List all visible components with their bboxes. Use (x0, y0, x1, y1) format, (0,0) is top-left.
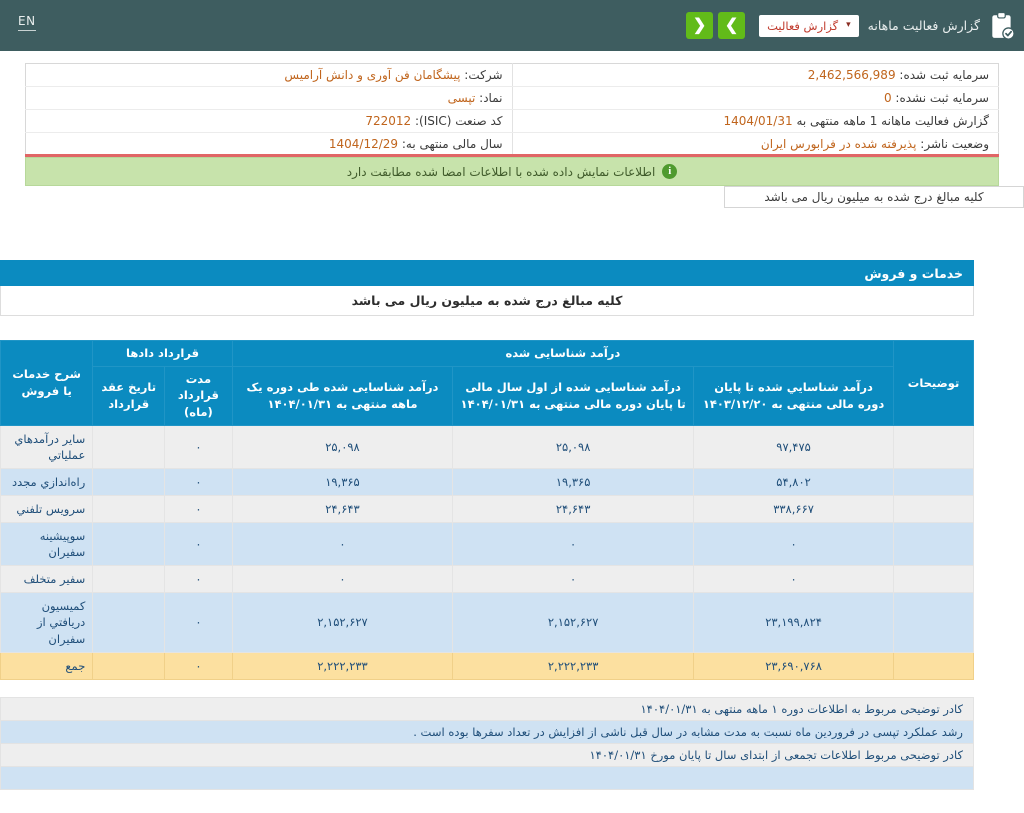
chevron-down-icon: ▾ (846, 20, 851, 30)
cell-service-name: سایر درآمدهاي عملیاتي (1, 425, 93, 468)
cell-revenue-prior: ۲۳,۱۹۹,۸۲۴ (694, 593, 894, 652)
info-row-symbol (26, 87, 999, 110)
list-item (1, 720, 974, 743)
note-text: کادر توضیحی مربوط به اطلاعات دوره ۱ ماهه منتهی به ۱۴۰۴/۰۱/۳۱ (1, 697, 974, 720)
company-value: پیشگامان فن آوری و دانش آرامیس (284, 68, 461, 82)
isic-value: 722012 (365, 114, 412, 128)
top-bar (0, 0, 1024, 51)
cell-revenue-prior: ۵۴,۸۰۲ (694, 468, 894, 495)
cell-revenue-ytd: ۱۹,۳۶۵ (453, 468, 694, 495)
sales-section-subtitle: کلیه مبالغ درج شده به میلیون ریال می باشد (0, 286, 974, 316)
prev-report-button[interactable]: ❮ (686, 12, 713, 39)
cell-contract-duration: ٠ (165, 523, 233, 566)
cell-total-label: جمع (1, 652, 93, 679)
signature-match-text: اطلاعات نمایش داده شده با اطلاعات امضا شده مطابقت دارد (346, 164, 656, 179)
sales-section (0, 260, 999, 316)
registered-capital-value: 2,462,566,989 (807, 68, 896, 82)
cell-contract-duration: ٠ (165, 593, 233, 652)
million-note-row (0, 186, 1024, 208)
th-contract-duration: مدت قرارداد (ماه) (165, 366, 233, 425)
cell-contract-date (93, 425, 165, 468)
note-text: رشد عملکرد تپسی در فروردین ماه نسبت به مدت مشابه در سال قبل ناشی از افزایش در تعداد سفرها بوده است . (1, 720, 974, 743)
million-note-box: کلیه مبالغ درج شده به میلیون ریال می باشد (724, 186, 1024, 208)
table-row (1, 495, 974, 522)
table-row (1, 523, 974, 566)
cell-revenue-ytd: ٠ (453, 523, 694, 566)
sales-table-body (1, 425, 974, 679)
cell-total-contract-duration: ٠ (165, 652, 233, 679)
info-cell-issuer-status (512, 133, 999, 156)
info-icon: i (662, 164, 677, 179)
cell-revenue-prior: ۳۳۸,۶۶۷ (694, 495, 894, 522)
cell-revenue-period: ٠ (232, 523, 452, 566)
cell-total-revenue-ytd: ۲,۲۲۲,۲۳۳ (453, 652, 694, 679)
cell-revenue-period: ۲۴,۶۴۳ (232, 495, 452, 522)
cell-notes (894, 523, 974, 566)
cell-notes (894, 468, 974, 495)
info-cell-registered-capital (512, 64, 999, 87)
period-label: گزارش فعالیت ماهانه 1 ماهه منتهی به (796, 114, 989, 128)
th-revenue-period: درآمد شناسایی شده طی دوره یک ماهه منتهی به ۱۴۰۴/۰۱/۳۱ (232, 366, 452, 425)
cell-contract-date (93, 523, 165, 566)
cell-total-revenue-prior: ۲۳,۶۹۰,۷۶۸ (694, 652, 894, 679)
th-revenue-prior: درآمد شناسايي شده تا پایان دوره مالی منتهی به ۱۴۰۳/۱۲/۲۰ (694, 366, 894, 425)
info-cell-period (512, 110, 999, 133)
cell-notes (894, 593, 974, 652)
info-row-isic (26, 110, 999, 133)
cell-contract-date (93, 468, 165, 495)
cell-contract-duration: ٠ (165, 425, 233, 468)
cell-contract-duration: ٠ (165, 495, 233, 522)
topbar-right-group (686, 12, 1015, 40)
th-revenue-ytd: درآمد شناسایی شده از اول سال مالی تا پایان دوره مالی منتهی به ۱۴۰۴/۰۱/۳۱ (453, 366, 694, 425)
language-toggle[interactable]: EN (18, 14, 36, 31)
cell-notes (894, 425, 974, 468)
next-report-button[interactable]: ❯ (718, 12, 745, 39)
cell-contract-date (93, 593, 165, 652)
cell-revenue-prior: ۹۷,۴۷۵ (694, 425, 894, 468)
table-total-row (1, 652, 974, 679)
note-text (1, 766, 974, 789)
cell-notes (894, 566, 974, 593)
info-cell-company (26, 64, 513, 87)
cell-revenue-ytd: ۲,۱۵۲,۶۲۷ (453, 593, 694, 652)
cell-contract-date (93, 495, 165, 522)
nav-buttons (686, 12, 745, 39)
clipboard-check-icon (989, 12, 1015, 40)
info-cell-fiscal-year (26, 133, 513, 156)
table-row (1, 566, 974, 593)
page-body (0, 51, 1024, 790)
info-cell-unregistered-capital (512, 87, 999, 110)
notes-table (0, 697, 974, 790)
issuer-status-label: وضعیت ناشر: (920, 136, 989, 151)
note-text: کادر توضیحی مربوط اطلاعات تجمعی از ابتدای سال تا پایان مورخ ۱۴۰۴/۰۱/۳۱ (1, 743, 974, 766)
cell-contract-duration: ٠ (165, 468, 233, 495)
report-type-select[interactable] (759, 15, 859, 37)
sales-table-wrap (0, 340, 999, 680)
cell-revenue-period: ٠ (232, 566, 452, 593)
list-item (1, 766, 974, 789)
report-type-label: گزارش فعالیت (767, 18, 839, 33)
list-item (1, 743, 974, 766)
cell-revenue-period: ۲۵,۰۹۸ (232, 425, 452, 468)
info-row-fiscal-year (26, 133, 999, 156)
unregistered-capital-value: 0 (883, 91, 892, 105)
cell-revenue-prior: ٠ (694, 566, 894, 593)
period-value: 1404/01/31 (723, 114, 793, 128)
sales-section-title: خدمات و فروش (0, 260, 974, 286)
info-row-company (26, 64, 999, 87)
cell-contract-duration: ٠ (165, 566, 233, 593)
company-info-section (0, 51, 1024, 157)
company-label: شرکت: (464, 68, 503, 82)
th-notes: توضیحات (894, 341, 974, 426)
fiscal-year-value: 1404/12/29 (328, 136, 399, 151)
symbol-label: نماد: (479, 91, 503, 105)
cell-service-name: کمیسیون دریافتي از سفیران (1, 593, 93, 652)
isic-label: کد صنعت (ISIC): (414, 114, 503, 128)
company-info-table (25, 63, 999, 157)
th-group-contracts: قرارداد دادها (93, 341, 232, 367)
th-contract-date: تاریخ عقد قرارداد (93, 366, 165, 425)
fiscal-year-label: سال مالی منتهی به: (401, 136, 503, 151)
table-row (1, 593, 974, 652)
symbol-value: تپسی (447, 91, 476, 105)
cell-service-name: سرویس تلفني (1, 495, 93, 522)
cell-revenue-prior: ٠ (694, 523, 894, 566)
cell-total-revenue-period: ۲,۲۲۲,۲۳۳ (232, 652, 452, 679)
cell-contract-date (93, 566, 165, 593)
info-cell-isic (26, 110, 513, 133)
cell-service-name: سوپیشینه سفیران (1, 523, 93, 566)
cell-revenue-ytd: ٠ (453, 566, 694, 593)
th-service-description: شرح خدمات یا فروش (1, 341, 93, 426)
list-item (1, 697, 974, 720)
signature-match-notice (25, 157, 999, 186)
info-cell-symbol (26, 87, 513, 110)
unregistered-capital-label: سرمایه ثبت نشده: (895, 91, 989, 105)
cell-service-name: سفیر متخلف (1, 566, 93, 593)
table-row (1, 425, 974, 468)
cell-revenue-period: ۱۹,۳۶۵ (232, 468, 452, 495)
registered-capital-label: سرمایه ثبت شده: (899, 68, 989, 82)
sales-table (0, 340, 974, 680)
table-row (1, 468, 974, 495)
th-group-revenue: درآمد شناسایی شده (232, 341, 893, 367)
issuer-status-value: پذیرفته شده در فرابورس ایران (760, 136, 917, 151)
cell-total-notes (894, 652, 974, 679)
cell-revenue-period: ۲,۱۵۲,۶۲۷ (232, 593, 452, 652)
cell-revenue-ytd: ۲۵,۰۹۸ (453, 425, 694, 468)
notes-section (0, 697, 999, 790)
page-title: گزارش فعالیت ماهانه (867, 18, 980, 33)
cell-total-contract-date (93, 652, 165, 679)
sales-table-sub-header-row (1, 366, 974, 425)
sales-table-group-header-row (1, 341, 974, 367)
cell-notes (894, 495, 974, 522)
cell-revenue-ytd: ۲۴,۶۴۳ (453, 495, 694, 522)
cell-service-name: راه‌اندازي مجدد (1, 468, 93, 495)
